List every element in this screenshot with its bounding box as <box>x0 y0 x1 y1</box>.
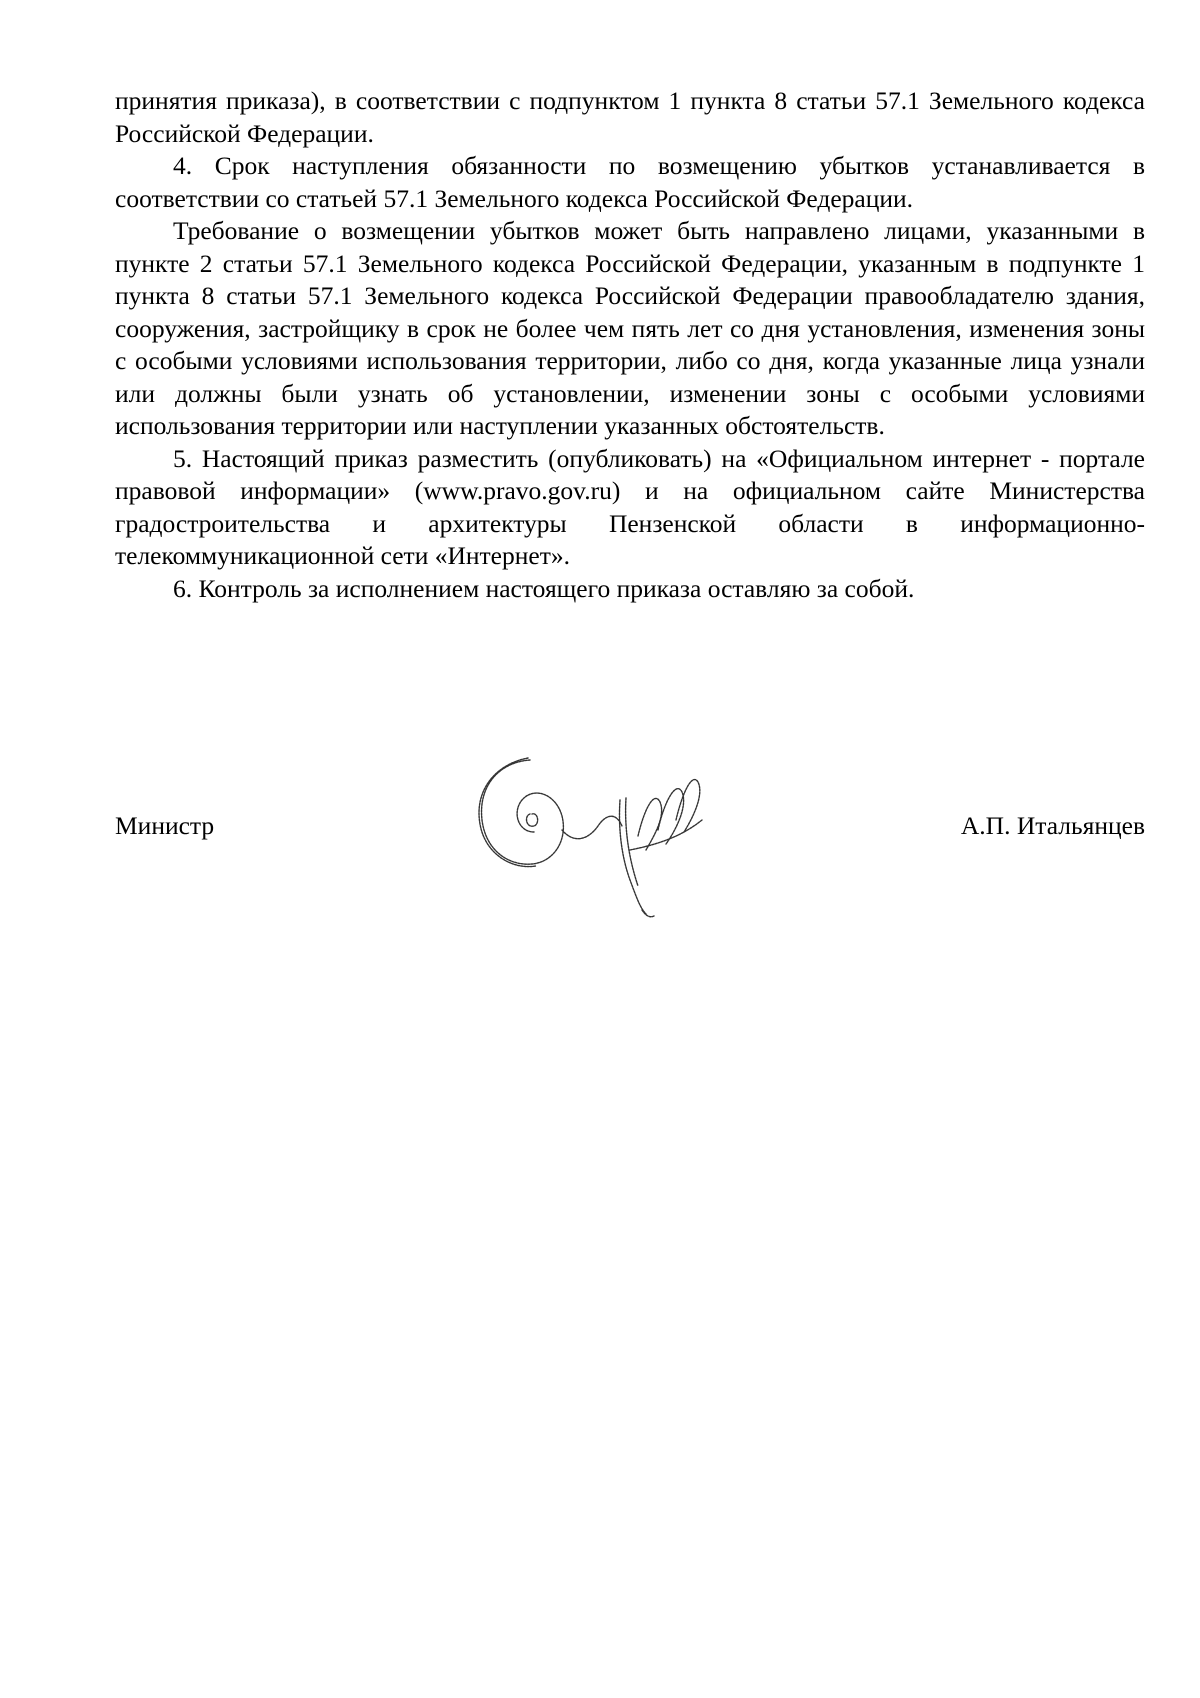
document-body <box>115 85 1145 605</box>
signer-position: Министр <box>115 811 215 840</box>
paragraph-item-6: 6. Контроль за исполнением настоящего приказа оставляю за собой. <box>173 573 915 603</box>
paragraph-item-5: 5. Настоящий приказ разместить (опубликовать) на «Официальном интернет - портале правовой информации» (www.pravo.gov.ru) и на официальном сайте Министерства градостроительства и архитектуры Пензенской области в информационно-телекоммуникационной сети «Интернет». <box>115 443 1145 570</box>
paragraph-continuation: принятия приказа), в соответствии с подпунктом 1 пункта 8 статьи 57.1 Земельного кодекса Российской Федерации. <box>115 86 1145 148</box>
paragraph-claim-requirement: Требование о возмещении убытков может быть направлено лицами, указанными в пункте 2 статьи 57.1 Земельного кодекса Российской Федерации, указанным в подпункте 1 пункта 8 статьи 57.1 Земельного кодекса Российской Федерации правообладателю здания, сооружения, застройщику в срок не более чем пять лет со дня установления, изменения зоны с особыми условиями использования территории, либо со дня, когда указанные лица узнали или должны были узнать об установлении, изменении зоны с особыми условиями использования территории или наступлении указанных обстоятельств. <box>115 216 1145 440</box>
signer-name: А.П. Итальянцев <box>960 811 1145 840</box>
paragraph-item-4: 4. Срок наступления обязанности по возмещению убытков устанавливается в соответствии со статьей 57.1 Земельного кодекса Российской Федерации. <box>115 151 1145 213</box>
handwritten-signature <box>470 740 740 930</box>
